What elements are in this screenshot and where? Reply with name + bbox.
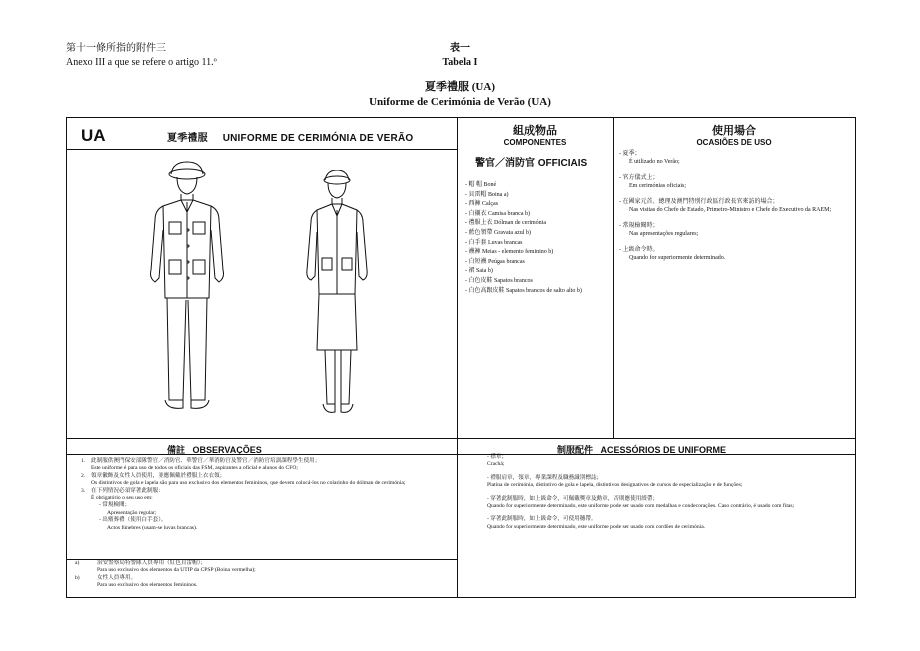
occasion-zh: - 常規檢閱時； bbox=[619, 223, 659, 229]
note-zh: 治安警察局特警隊人員專用（紅色貝雷帽）； bbox=[97, 560, 207, 566]
title-pt: Uniforme de Cerimónia de Verão (UA) bbox=[369, 96, 551, 108]
accessories-list bbox=[463, 454, 853, 537]
observations-header-zh: 備註 bbox=[167, 445, 186, 455]
note-zh: 女性人員專用。 bbox=[97, 574, 137, 581]
list-item: - 西褲 Calças bbox=[465, 201, 498, 208]
occasion-zh: - 官方儀式上； bbox=[619, 175, 659, 181]
list-item bbox=[463, 454, 853, 469]
annex-label-pt: Anexo III a que se refere o artigo 11.º bbox=[66, 57, 217, 68]
table-label-pt: Tabela I bbox=[442, 57, 478, 68]
list-item: - 襪褲 Meias - elemento feminino b) bbox=[465, 249, 554, 256]
sub-item: - 出殯葬禮（使用白手套）。 bbox=[99, 517, 167, 524]
occasion-pt: Nas visitas do Chefe de Estado, Primeiro-Ministro e Chefe do Executivo da RAEM; bbox=[629, 207, 832, 213]
sub-item: Actos fúnebres (usam-se luvas brancas). bbox=[107, 524, 198, 531]
list-item bbox=[463, 496, 853, 511]
accessories-header-pt: ACESSÓRIOS DE UNIFORME bbox=[600, 445, 727, 455]
male-officer-illustration bbox=[137, 160, 237, 418]
list-item: - 白色高跟皮鞋 Sapatos brancos de salto alto b) bbox=[465, 287, 582, 294]
list-item: - 白襯衣 Camisa branca b) bbox=[465, 210, 530, 217]
title-zh: 夏季禮服 (UA) bbox=[425, 81, 495, 93]
item-number: 2. bbox=[81, 472, 86, 479]
list-item: - 裙 Saia b) bbox=[465, 268, 493, 275]
observation-pt: É obrigatório o seu uso em: bbox=[91, 495, 153, 502]
uniform-code: UA bbox=[81, 126, 106, 145]
list-item bbox=[463, 516, 853, 531]
occasion-pt: Quando for superiormente determinado. bbox=[629, 255, 726, 261]
divider-header-row bbox=[67, 149, 457, 150]
header-table-label bbox=[400, 42, 520, 70]
list-item bbox=[619, 246, 849, 262]
uniform-name-zh: 夏季禮服 bbox=[167, 133, 208, 144]
observations-notes bbox=[67, 560, 459, 590]
occasion-zh: - 夏季； bbox=[619, 151, 641, 157]
components-header-pt: COMPONENTES bbox=[503, 138, 567, 147]
annex-label-zh: 第十一條所指的附件三 bbox=[66, 43, 166, 54]
sub-item: - 常規檢閱； bbox=[99, 502, 131, 509]
observation-pt: Os distintivos de gola e lapela são para uso exclusivo dos elementos femininos, que devem colocá-los no colarinho do dólman de cerimónia; bbox=[91, 480, 406, 487]
divider-vertical-1 bbox=[457, 118, 458, 438]
uniform-name-pt: UNIFORME DE CERIMÓNIA DE VERÃO bbox=[222, 133, 414, 144]
accessory-zh: - 襟章； bbox=[487, 454, 508, 460]
accessory-pt: Platina de cerimónia, distintivo de gola e lapela, distintivos designativos de cursos de especialização e de funções; bbox=[487, 482, 743, 489]
accessory-zh: - 穿著此制服時，如上級命令，可使用穗帶。 bbox=[487, 516, 597, 523]
accessories-header-zh: 制服配件 bbox=[557, 445, 594, 455]
item-number: 3. bbox=[81, 487, 86, 494]
table-label-zh: 表一 bbox=[450, 43, 470, 54]
occasions-header-zh: 使用場合 bbox=[712, 125, 756, 137]
list-item: - 帽 帽 Boné bbox=[465, 182, 497, 188]
uniform-table bbox=[66, 117, 856, 598]
observation-pt: Este uniforme é para uso de todos os oficiais das FSM, aspirantes a oficial e alunos do CFO; bbox=[91, 465, 298, 472]
list-item bbox=[75, 458, 460, 473]
components-list bbox=[465, 181, 617, 296]
accessory-pt: Crachá; bbox=[487, 461, 505, 468]
observation-zh: 在下列情況必須穿著此制服： bbox=[91, 487, 164, 494]
occasions-list bbox=[619, 150, 849, 270]
divider-bottom-section bbox=[67, 438, 855, 439]
list-item bbox=[619, 150, 849, 166]
occasion-zh: - 上級命令時。 bbox=[619, 247, 659, 253]
list-item bbox=[619, 174, 849, 190]
occasions-header bbox=[613, 122, 855, 147]
note-label: a) bbox=[75, 560, 80, 566]
occasion-pt: É utilizado no Verão; bbox=[629, 159, 680, 165]
occasion-pt: Em cerimónias oficiais; bbox=[629, 183, 686, 189]
observations-header bbox=[167, 443, 262, 456]
list-item: - 貝雷帽 Boina a) bbox=[465, 191, 509, 198]
occasion-zh: - 在國家元首、總理及澳門特別行政區行政長官來訪的場合； bbox=[619, 199, 779, 205]
observation-zh: 此制服供澳門保安部隊警官／消防官、華警官／華消防官及警官／消防官培訓課程學生使用； bbox=[91, 458, 321, 464]
note-label: b) bbox=[75, 574, 80, 581]
accessory-zh: - 穿著此制服時，如上級命令，可佩戴獎章及勳章，否則應使用綬帶； bbox=[487, 495, 659, 502]
list-item bbox=[463, 475, 853, 490]
note-pt: Para uso exclusivo dos elementos femininos. bbox=[97, 582, 198, 589]
components-header bbox=[457, 122, 613, 147]
list-item bbox=[75, 488, 460, 532]
female-officer-illustration bbox=[297, 170, 377, 420]
header-left bbox=[66, 42, 217, 70]
list-item bbox=[67, 560, 459, 575]
list-item: - 白色皮鞋 Sapatos brancos bbox=[465, 277, 533, 284]
accessory-pt: Quando for superiormente determinado, este uniforme pode ser usado com medalhas e condecorações. Caso contrário, é usado com fitas; bbox=[487, 503, 795, 510]
list-item: - 白手套 Luvas brancas bbox=[465, 239, 523, 246]
list-item: - 禮服上衣 Dólman de cerimónia bbox=[465, 220, 546, 227]
accessory-pt: Quando for superiormente determinado, este uniforme pode ser usado com cordões de cerimónia. bbox=[487, 523, 706, 530]
list-item bbox=[67, 575, 459, 590]
note-pt: Para uso exclusivo dos elementos da UTIP da CPSP (Boina vermelha); bbox=[97, 567, 256, 574]
occasions-header-pt: OCASIÕES DE USO bbox=[696, 138, 772, 147]
components-subhead: 警官／消防官 OFFICIAIS bbox=[475, 158, 588, 169]
item-number: 1. bbox=[81, 458, 86, 464]
occasion-pt: Nas apresentações regulares; bbox=[629, 231, 699, 237]
list-item bbox=[75, 473, 460, 488]
observations-list bbox=[75, 458, 460, 532]
observations-header-pt: OBSERVAÇÕES bbox=[192, 445, 262, 455]
page-title bbox=[300, 80, 620, 110]
list-item bbox=[619, 222, 849, 238]
uniform-name bbox=[167, 129, 413, 144]
list-item: - 白短襪 Peúgas brancas bbox=[465, 258, 525, 265]
list-item: - 藍色領帶 Gravata azul b) bbox=[465, 229, 531, 236]
list-item bbox=[619, 198, 849, 214]
accessory-zh: - 禮服肩章，領章，專業課程及職務識別標誌； bbox=[487, 474, 603, 481]
sub-item: Apresentação regular; bbox=[107, 509, 157, 516]
observation-zh: 領章徽飾及女性人員使用，並應佩戴於禮服上衣衣領； bbox=[91, 472, 226, 479]
components-header-zh: 組成物品 bbox=[513, 125, 557, 137]
